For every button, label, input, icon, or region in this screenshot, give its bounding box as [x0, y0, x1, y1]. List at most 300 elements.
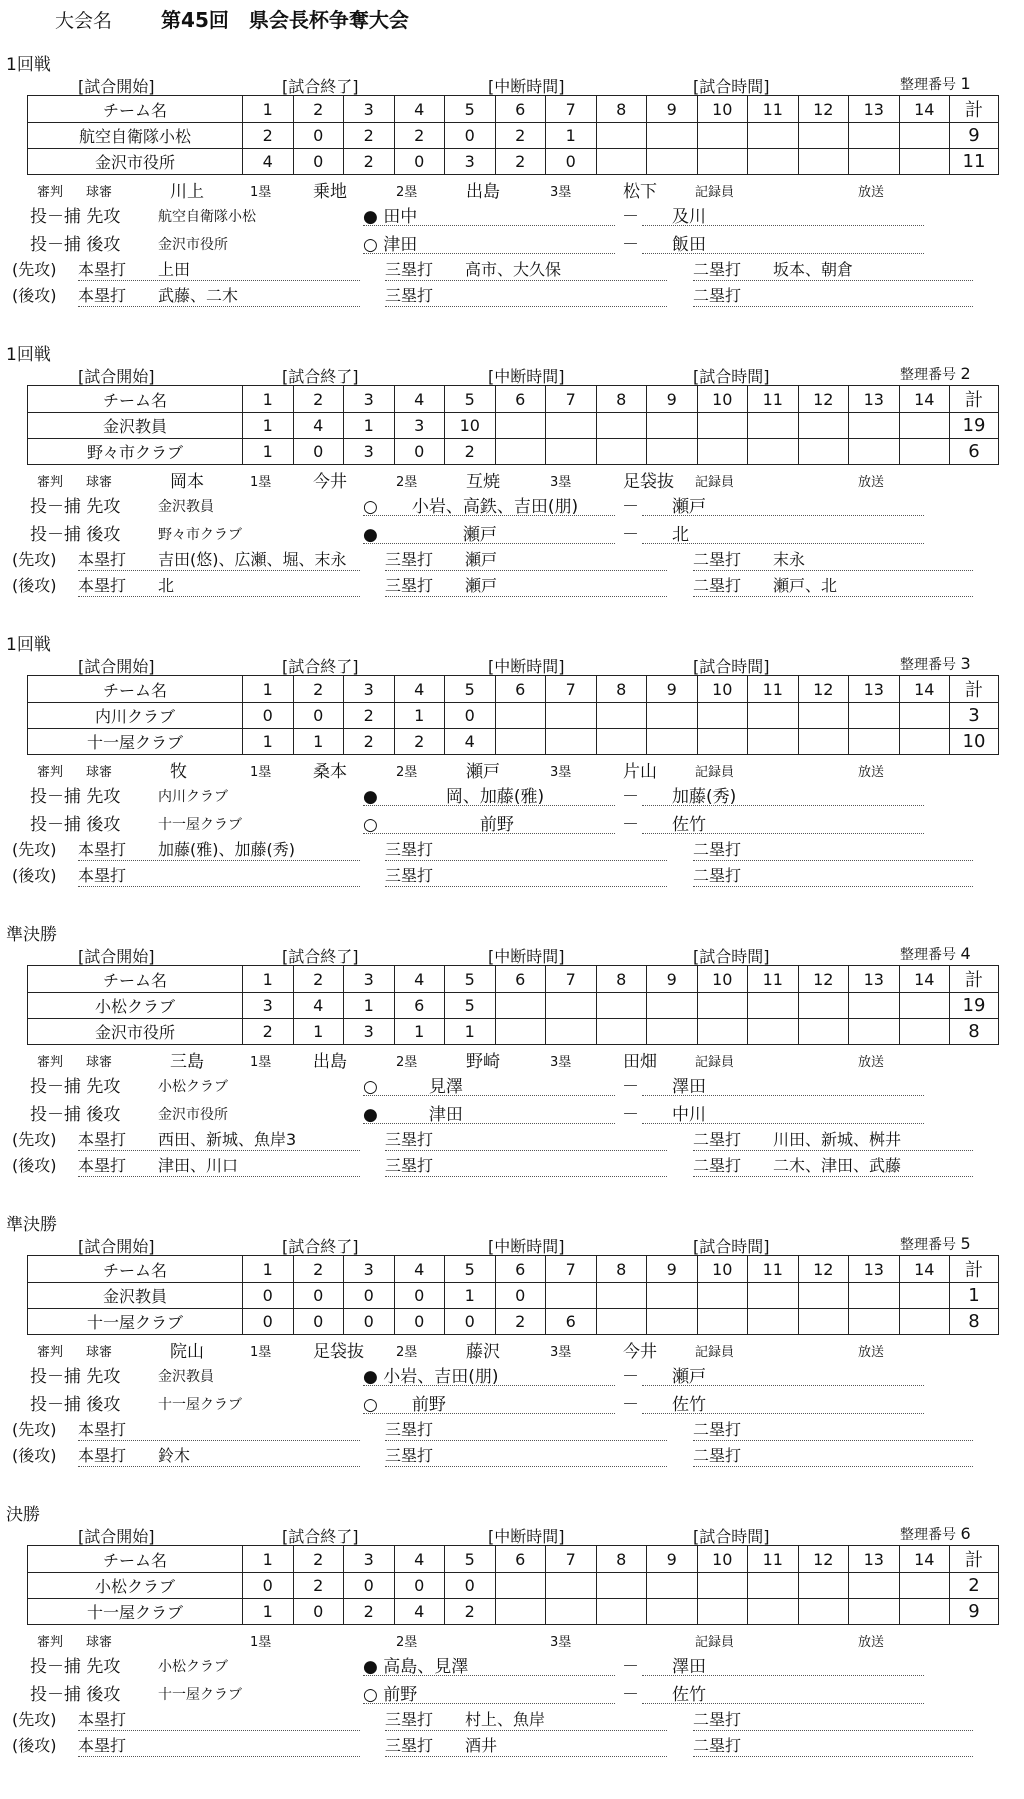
- inning-header-cell: 10: [697, 386, 748, 413]
- broadcast-label: 放送: [858, 1055, 885, 1070]
- bottom-team-row: [28, 1599, 999, 1625]
- inning-score-cell: [849, 1573, 900, 1599]
- inning-score-cell: [596, 149, 647, 175]
- home-run-label: 本塁打: [78, 260, 127, 279]
- inning-score-cell: [495, 439, 546, 465]
- triple-label: 三塁打: [385, 1420, 434, 1439]
- catcher-field: 中川: [642, 1100, 924, 1124]
- inning-header-cell: 1: [243, 96, 294, 123]
- inning-score-cell: 2: [495, 1309, 546, 1335]
- double-field: [693, 547, 973, 571]
- inning-score-cell: [546, 1019, 597, 1045]
- home-run-field: [78, 1733, 360, 1757]
- inning-header-cell: 9: [647, 96, 698, 123]
- inning-header-cell: 12: [798, 1546, 849, 1573]
- double-field: [693, 1733, 973, 1757]
- home-run-label: 本塁打: [78, 286, 127, 305]
- pitchers-field: ● 津田: [363, 1100, 615, 1124]
- inning-header-cell: 1: [243, 676, 294, 703]
- double-label: 二塁打: [693, 1130, 742, 1149]
- inning-score-cell: [899, 993, 950, 1019]
- bottom-extra-base-hits-row: [0, 863, 1024, 889]
- inning-score-cell: [596, 1019, 647, 1045]
- inning-header-cell: 6: [495, 386, 546, 413]
- inning-score-cell: [748, 993, 799, 1019]
- inning-header-cell: 10: [697, 966, 748, 993]
- top-team-row: [28, 123, 999, 149]
- inning-header-cell: 11: [748, 966, 799, 993]
- inning-header-cell: 5: [445, 386, 496, 413]
- pitchers-field: ● 瀬戸: [363, 520, 615, 544]
- inning-header-cell: 1: [243, 1546, 294, 1573]
- inning-score-cell: 0: [344, 1309, 395, 1335]
- third-base-umpire-label: 3塁: [550, 475, 572, 490]
- inning-score-cell: [748, 123, 799, 149]
- inning-score-cell: [849, 439, 900, 465]
- inning-score-cell: 0: [293, 439, 344, 465]
- inning-score-cell: 1: [394, 1019, 445, 1045]
- pitchers-field: ○ 津田: [363, 230, 615, 254]
- inning-score-cell: [798, 413, 849, 439]
- battery-team: 野々市クラブ: [158, 527, 242, 543]
- top-side-paren-label: (先攻): [12, 1710, 57, 1729]
- dash-separator: －: [622, 815, 639, 835]
- second-base-umpire-name: 野崎: [466, 1052, 500, 1072]
- inning-header-cell: 13: [849, 96, 900, 123]
- catcher-field: 佐竹: [642, 1390, 924, 1414]
- double-label: 二塁打: [693, 866, 742, 885]
- inning-score-cell: [748, 729, 799, 755]
- second-base-umpire-label: 2塁: [396, 765, 418, 780]
- inning-score-cell: [798, 149, 849, 175]
- plate-umpire-name: 三島: [170, 1052, 204, 1072]
- inning-header-cell: 10: [697, 96, 748, 123]
- bottom-extra-base-hits-row: [0, 573, 1024, 599]
- inning-score-cell: 2: [344, 703, 395, 729]
- double-value: 二木、津田、武藤: [773, 1156, 902, 1175]
- dash-separator: －: [622, 1105, 639, 1125]
- pitcher-catcher-label: 投－捕: [30, 1657, 81, 1677]
- home-run-label: 本塁打: [78, 576, 127, 595]
- triple-field: [385, 283, 667, 307]
- start-time-label: [試合開始]: [78, 1527, 155, 1546]
- battery-label: [30, 1362, 120, 1387]
- inning-score-cell: 1: [344, 993, 395, 1019]
- duration-label: [試合時間]: [693, 1237, 770, 1256]
- top-side-paren-label: (先攻): [12, 1130, 57, 1149]
- inning-score-cell: [899, 1019, 950, 1045]
- round-label: 準決勝: [6, 925, 57, 945]
- top-side-label: 先攻: [86, 1657, 121, 1677]
- inning-score-cell: [546, 1599, 597, 1625]
- inning-score-cell: 2: [243, 123, 294, 149]
- inning-score-cell: [849, 123, 900, 149]
- broadcast-label: 放送: [858, 765, 885, 780]
- inning-score-cell: [697, 149, 748, 175]
- broadcast-label: 放送: [858, 1635, 885, 1650]
- inning-score-cell: 4: [293, 413, 344, 439]
- total-score: 6: [950, 439, 999, 465]
- game-meta-row: [0, 1524, 1024, 1544]
- end-time-label: [試合終了]: [282, 1237, 359, 1256]
- inning-header-cell: 6: [495, 1546, 546, 1573]
- bottom-extra-base-hits-row: [0, 283, 1024, 309]
- inning-score-cell: 0: [243, 703, 294, 729]
- pitchers-field: ● 高島、見澤: [363, 1652, 615, 1676]
- inning-header-cell: 10: [697, 676, 748, 703]
- inning-score-cell: 0: [293, 1283, 344, 1309]
- interrupt-time-label: [中断時間]: [488, 367, 565, 386]
- home-run-field: [78, 573, 360, 597]
- top-extra-base-hits-row: [0, 257, 1024, 283]
- plate-umpire-label: 球審: [86, 475, 113, 490]
- battery-team: 十一屋クラブ: [158, 1687, 242, 1703]
- double-field: [693, 283, 973, 307]
- scoreboard-header-row: [28, 96, 999, 123]
- inning-score-cell: [798, 993, 849, 1019]
- triple-field: [385, 1733, 667, 1757]
- end-time-label: [試合終了]: [282, 947, 359, 966]
- inning-score-cell: 4: [445, 729, 496, 755]
- inning-score-cell: [748, 1599, 799, 1625]
- broadcast-label: 放送: [858, 1345, 885, 1360]
- inning-score-cell: [748, 149, 799, 175]
- bottom-team-row: [28, 149, 999, 175]
- second-base-umpire-label: 2塁: [396, 1055, 418, 1070]
- third-base-umpire-name: 松下: [623, 182, 657, 202]
- scoreboard-table: [27, 1545, 999, 1625]
- inning-header-cell: 1: [243, 966, 294, 993]
- bottom-extra-base-hits-row: [0, 1153, 1024, 1179]
- game-meta-row: [0, 944, 1024, 964]
- third-base-umpire-label: 3塁: [550, 1345, 572, 1360]
- inning-header-cell: 10: [697, 1256, 748, 1283]
- inning-header-cell: 5: [445, 96, 496, 123]
- bottom-side-label: 後攻: [86, 525, 121, 545]
- second-base-umpire-name: 藤沢: [466, 1342, 500, 1362]
- pitchers-field: ● 岡、加藤(雅): [363, 782, 615, 806]
- inning-score-cell: [647, 123, 698, 149]
- team-name: 十一屋クラブ: [28, 1309, 243, 1335]
- team-column-header: チーム名: [28, 386, 243, 413]
- inning-score-cell: 6: [394, 993, 445, 1019]
- battery-team: 航空自衛隊小松: [158, 209, 256, 225]
- inning-header-cell: 14: [899, 966, 950, 993]
- sequence-label: 整理番号: [900, 367, 956, 383]
- second-base-umpire-name: 互焼: [466, 472, 500, 492]
- game-meta-row: [0, 1234, 1024, 1254]
- battery-label: [30, 492, 120, 517]
- triple-field: [385, 1707, 667, 1731]
- umpire-row: [0, 1337, 1024, 1362]
- home-run-label: 本塁打: [78, 866, 127, 885]
- top-battery-row: [0, 1362, 1024, 1388]
- inning-score-cell: 0: [445, 1573, 496, 1599]
- inning-score-cell: 1: [394, 703, 445, 729]
- double-field: [693, 1707, 973, 1731]
- pitcher-catcher-label: 投－捕: [30, 497, 81, 517]
- double-field: [693, 863, 973, 887]
- third-base-umpire-name: 今井: [623, 1342, 657, 1362]
- pitchers-field: ○ 小岩、高鉄、吉田(朋): [363, 492, 615, 516]
- inning-score-cell: 2: [243, 1019, 294, 1045]
- game-block: [0, 630, 1024, 920]
- inning-score-cell: [495, 729, 546, 755]
- top-side-paren-label: (先攻): [12, 1420, 57, 1439]
- double-label: 二塁打: [693, 260, 742, 279]
- bottom-side-label: 後攻: [86, 1105, 121, 1125]
- top-side-label: 先攻: [86, 1367, 121, 1387]
- inning-header-cell: 3: [344, 1256, 395, 1283]
- inning-score-cell: [495, 1599, 546, 1625]
- inning-score-cell: 0: [344, 1573, 395, 1599]
- home-run-label: 本塁打: [78, 1420, 127, 1439]
- inning-header-cell: 11: [748, 1256, 799, 1283]
- top-side-paren-label: (先攻): [12, 550, 57, 569]
- scoreboard-header-row: [28, 676, 999, 703]
- inning-header-cell: 11: [748, 96, 799, 123]
- duration-label: [試合時間]: [693, 1527, 770, 1546]
- home-run-label: 本塁打: [78, 1446, 127, 1465]
- bottom-side-label: 後攻: [86, 235, 121, 255]
- inning-header-cell: 6: [495, 966, 546, 993]
- plate-umpire-label: 球審: [86, 765, 113, 780]
- inning-score-cell: [748, 1573, 799, 1599]
- inning-score-cell: 0: [293, 123, 344, 149]
- game-meta-row: [0, 654, 1024, 674]
- inning-score-cell: [697, 1283, 748, 1309]
- inning-score-cell: 0: [394, 1309, 445, 1335]
- recorder-label: 記録員: [695, 1055, 735, 1070]
- inning-score-cell: [596, 1573, 647, 1599]
- umpire-row: [0, 1047, 1024, 1072]
- inning-score-cell: 0: [293, 1309, 344, 1335]
- triple-field: [385, 1127, 667, 1151]
- inning-header-cell: 8: [596, 966, 647, 993]
- triple-label: 三塁打: [385, 260, 434, 279]
- triple-field: [385, 547, 667, 571]
- inning-header-cell: 9: [647, 1546, 698, 1573]
- top-side-label: 先攻: [86, 787, 121, 807]
- top-side-label: 先攻: [86, 1077, 121, 1097]
- inning-header-cell: 4: [394, 966, 445, 993]
- inning-header-cell: 2: [293, 1546, 344, 1573]
- inning-score-cell: [596, 729, 647, 755]
- inning-header-cell: 11: [748, 676, 799, 703]
- round-label: 1回戦: [6, 55, 51, 75]
- pitchers-field: ○ 見澤: [363, 1072, 615, 1096]
- first-base-umpire-label: 1塁: [250, 1345, 272, 1360]
- total-score: 19: [950, 413, 999, 439]
- inning-score-cell: 2: [495, 123, 546, 149]
- umpire-row: [0, 177, 1024, 202]
- total-score: 1: [950, 1283, 999, 1309]
- triple-label: 三塁打: [385, 576, 434, 595]
- inning-score-cell: 0: [293, 1599, 344, 1625]
- umpire-label: 審判: [37, 1055, 64, 1070]
- home-run-value: 津田、川口: [158, 1156, 239, 1175]
- team-name: 金沢教員: [28, 1283, 243, 1309]
- battery-label: [30, 202, 120, 227]
- battery-label: [30, 230, 120, 255]
- inning-score-cell: 1: [243, 413, 294, 439]
- home-run-label: 本塁打: [78, 1736, 127, 1755]
- home-run-field: [78, 837, 360, 861]
- total-score: 8: [950, 1019, 999, 1045]
- pitchers-field: ● 田中: [363, 202, 615, 226]
- battery-label: [30, 810, 120, 835]
- inning-score-cell: 4: [394, 1599, 445, 1625]
- inning-header-cell: 1: [243, 386, 294, 413]
- team-column-header: チーム名: [28, 966, 243, 993]
- start-time-label: [試合開始]: [78, 367, 155, 386]
- sequence-label: 整理番号: [900, 1527, 956, 1543]
- inning-header-cell: 14: [899, 96, 950, 123]
- first-base-umpire-label: 1塁: [250, 765, 272, 780]
- inning-score-cell: 6: [546, 1309, 597, 1335]
- total-score: 9: [950, 123, 999, 149]
- inning-score-cell: [798, 703, 849, 729]
- inning-header-cell: 12: [798, 1256, 849, 1283]
- scoreboard-header-row: [28, 1546, 999, 1573]
- second-base-umpire-name: 出島: [466, 182, 500, 202]
- duration-label: [試合時間]: [693, 947, 770, 966]
- plate-umpire-label: 球審: [86, 1055, 113, 1070]
- inning-score-cell: [546, 993, 597, 1019]
- triple-value: 酒井: [465, 1736, 498, 1755]
- inning-score-cell: 0: [243, 1283, 294, 1309]
- inning-score-cell: 0: [495, 1283, 546, 1309]
- triple-value: 瀬戸: [465, 550, 498, 569]
- bottom-extra-base-hits-row: [0, 1733, 1024, 1759]
- inning-header-cell: 8: [596, 386, 647, 413]
- inning-score-cell: [697, 123, 748, 149]
- inning-header-cell: 4: [394, 386, 445, 413]
- inning-score-cell: [798, 123, 849, 149]
- inning-score-cell: [899, 1283, 950, 1309]
- inning-header-cell: 12: [798, 966, 849, 993]
- bottom-side-label: 後攻: [86, 1395, 121, 1415]
- start-time-label: [試合開始]: [78, 77, 155, 96]
- catcher-field: 北: [642, 520, 924, 544]
- inning-score-cell: [546, 1283, 597, 1309]
- inning-score-cell: [798, 1599, 849, 1625]
- dash-separator: －: [622, 1685, 639, 1705]
- catcher-field: 瀬戸: [642, 492, 924, 516]
- inning-score-cell: 0: [394, 149, 445, 175]
- triple-value: 村上、魚岸: [465, 1710, 546, 1729]
- inning-score-cell: [647, 729, 698, 755]
- scoreboard-table: [27, 675, 999, 755]
- inning-score-cell: 2: [394, 123, 445, 149]
- inning-score-cell: [596, 993, 647, 1019]
- inning-score-cell: [596, 413, 647, 439]
- inning-header-cell: 8: [596, 676, 647, 703]
- umpire-label: 審判: [37, 1345, 64, 1360]
- inning-header-cell: 7: [546, 966, 597, 993]
- triple-field: [385, 863, 667, 887]
- sequence-label: 整理番号: [900, 1237, 956, 1253]
- umpire-label: 審判: [37, 475, 64, 490]
- inning-score-cell: 3: [394, 413, 445, 439]
- pitcher-catcher-label: 投－捕: [30, 1105, 81, 1125]
- inning-score-cell: 2: [293, 1573, 344, 1599]
- bottom-battery-row: [0, 810, 1024, 836]
- inning-header-cell: 11: [748, 1546, 799, 1573]
- second-base-umpire-label: 2塁: [396, 185, 418, 200]
- inning-score-cell: 4: [243, 149, 294, 175]
- inning-header-cell: 9: [647, 676, 698, 703]
- third-base-umpire-name: 足袋抜: [623, 472, 674, 492]
- first-base-umpire-label: 1塁: [250, 1055, 272, 1070]
- round-label: 1回戦: [6, 345, 51, 365]
- home-run-field: [78, 283, 360, 307]
- inning-score-cell: [697, 1573, 748, 1599]
- inning-score-cell: 1: [344, 413, 395, 439]
- game-block: [0, 50, 1024, 340]
- inning-header-cell: 12: [798, 676, 849, 703]
- sequence-label: 整理番号: [900, 657, 956, 673]
- bottom-team-row: [28, 729, 999, 755]
- bottom-side-paren-label: (後攻): [12, 1446, 57, 1465]
- start-time-label: [試合開始]: [78, 657, 155, 676]
- scoreboard-table: [27, 1255, 999, 1335]
- triple-field: [385, 1417, 667, 1441]
- scoreboard-header-row: [28, 966, 999, 993]
- inning-score-cell: [899, 413, 950, 439]
- top-battery-row: [0, 492, 1024, 518]
- inning-header-cell: 4: [394, 96, 445, 123]
- third-base-umpire-name: 片山: [623, 762, 657, 782]
- inning-score-cell: [899, 1599, 950, 1625]
- inning-score-cell: [495, 1019, 546, 1045]
- home-run-value: 鈴木: [158, 1446, 191, 1465]
- sequence-value: 6: [960, 1524, 971, 1543]
- sequence-number: [900, 944, 971, 964]
- pitchers-field: ● 小岩、吉田(朋): [363, 1362, 615, 1386]
- interrupt-time-label: [中断時間]: [488, 657, 565, 676]
- inning-score-cell: [546, 703, 597, 729]
- top-extra-base-hits-row: [0, 1127, 1024, 1153]
- inning-header-cell: 7: [546, 386, 597, 413]
- inning-score-cell: 0: [445, 703, 496, 729]
- team-name: 航空自衛隊小松: [28, 123, 243, 149]
- sequence-number: [900, 364, 971, 384]
- round-label: 準決勝: [6, 1215, 57, 1235]
- battery-team: 十一屋クラブ: [158, 817, 242, 833]
- inning-score-cell: [899, 439, 950, 465]
- inning-header-cell: 10: [697, 1546, 748, 1573]
- inning-score-cell: [647, 413, 698, 439]
- inning-score-cell: [849, 1283, 900, 1309]
- inning-header-cell: 14: [899, 1546, 950, 1573]
- double-label: 二塁打: [693, 1446, 742, 1465]
- triple-label: 三塁打: [385, 1446, 434, 1465]
- inning-score-cell: [596, 439, 647, 465]
- inning-header-cell: 9: [647, 386, 698, 413]
- inning-header-cell: 13: [849, 386, 900, 413]
- inning-header-cell: 11: [748, 386, 799, 413]
- inning-header-cell: 5: [445, 966, 496, 993]
- bottom-side-label: 後攻: [86, 815, 121, 835]
- inning-score-cell: [596, 1309, 647, 1335]
- plate-umpire-label: 球審: [86, 1345, 113, 1360]
- inning-score-cell: 2: [344, 1599, 395, 1625]
- inning-score-cell: 10: [445, 413, 496, 439]
- sequence-value: 2: [960, 364, 971, 383]
- home-run-label: 本塁打: [78, 1130, 127, 1149]
- bottom-side-paren-label: (後攻): [12, 286, 57, 305]
